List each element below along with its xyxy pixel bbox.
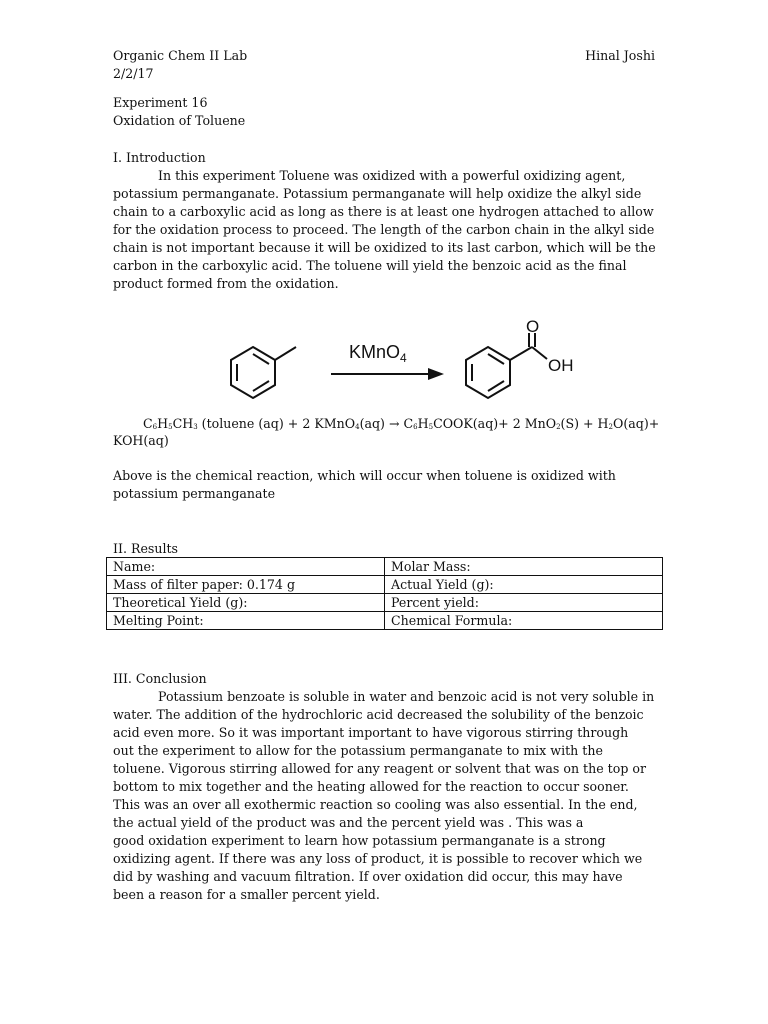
conclusion-line: oxidizing agent. If there was any loss of product, it is possible to recover which we [113, 851, 643, 866]
chemical-equation-continued: KOH(aq) [113, 433, 169, 448]
conclusion-line: out the experiment to allow for the potassium permanganate to mix with the [113, 743, 603, 758]
results-table [106, 557, 663, 630]
conclusion-line: toluene. Vigorous stirring allowed for any reagent or solvent that was on the top or [113, 761, 646, 776]
conclusion-line: been a reason for a smaller percent yield. [113, 887, 380, 902]
conclusion-line: the actual yield of the product was and the percent yield was . This was a [113, 815, 584, 830]
reaction-scheme [0, 0, 768, 420]
hydroxyl-label: OH [548, 356, 574, 375]
reaction-arrow-icon [331, 368, 444, 380]
experiment-number: Experiment 16 [113, 95, 208, 110]
table-cell: Molar Mass: [385, 558, 663, 576]
table-row [107, 558, 663, 576]
results-heading: II. Results [113, 541, 179, 556]
table-row [107, 612, 663, 630]
reaction-caption-line: potassium permanganate [113, 486, 276, 501]
table-cell: Actual Yield (g): [385, 576, 663, 594]
table-cell: Name: [107, 558, 385, 576]
conclusion-line: did by washing and vacuum filtration. If over oxidation did occur, this may have [113, 869, 623, 884]
conclusion-line: bottom to mix together and the heating allowed for the reaction to occur sooner. [113, 779, 629, 794]
carbonyl-oxygen-label: O [526, 317, 540, 336]
benzoic-acid-structure [466, 333, 547, 398]
intro-line: product formed from the oxidation. [113, 276, 339, 291]
report-date: 2/2/17 [113, 66, 154, 81]
conclusion-line: water. The addition of the hydrochloric acid decreased the solubility of the benzoic [113, 707, 644, 722]
intro-line: chain is not important because it will be oxidized to its last carbon, which will be the [113, 240, 656, 255]
intro-line: carbon in the carboxylic acid. The toluene will yield the benzoic acid as the final [113, 258, 627, 273]
intro-line: chain to a carboxylic acid as long as there is at least one hydrogen attached to allow [113, 204, 654, 219]
table-cell: Theoretical Yield (g): [107, 594, 385, 612]
conclusion-line: This was an over all exothermic reaction so cooling was also essential. In the end, [113, 797, 638, 812]
conclusion-line: acid even more. So it was important important to have vigorous stirring through [113, 725, 629, 740]
conclusion-line: good oxidation experiment to learn how potassium permanganate is a strong [113, 833, 606, 848]
table-cell: Mass of filter paper: 0.174 g [107, 576, 385, 594]
reaction-caption-line: Above is the chemical reaction, which will occur when toluene is oxidized with [113, 468, 616, 483]
toluene-structure [231, 347, 296, 398]
author-name: Hinal Joshi [585, 48, 655, 63]
intro-line: potassium permanganate. Potassium permanganate will help oxidize the alkyl side [113, 186, 642, 201]
chemical-equation: $C_6H_5CH_3$ (toluene (aq) + 2 KMnO$_4$(aq) → $C_6H_5COOK(aq)+ 2$ $MnO_2(S) + H_2O(aq)+$ [143, 416, 660, 431]
introduction-heading: I. Introduction [113, 150, 206, 165]
table-cell: Percent yield: [385, 594, 663, 612]
conclusion-line: Potassium benzoate is soluble in water and benzoic acid is not very soluble in [158, 689, 655, 704]
table-cell: Chemical Formula: [385, 612, 663, 630]
intro-line: for the oxidation process to proceed. The length of the carbon chain in the alkyl side [113, 222, 655, 237]
course-name: Organic Chem II Lab [113, 48, 248, 63]
reagent-label: KMnO$_4$ [349, 342, 407, 365]
table-row [107, 594, 663, 612]
conclusion-heading: III. Conclusion [113, 671, 207, 686]
table-cell: Melting Point: [107, 612, 385, 630]
intro-line: In this experiment Toluene was oxidized with a powerful oxidizing agent, [158, 168, 626, 183]
experiment-title: Oxidation of Toluene [113, 113, 246, 128]
table-row [107, 576, 663, 594]
